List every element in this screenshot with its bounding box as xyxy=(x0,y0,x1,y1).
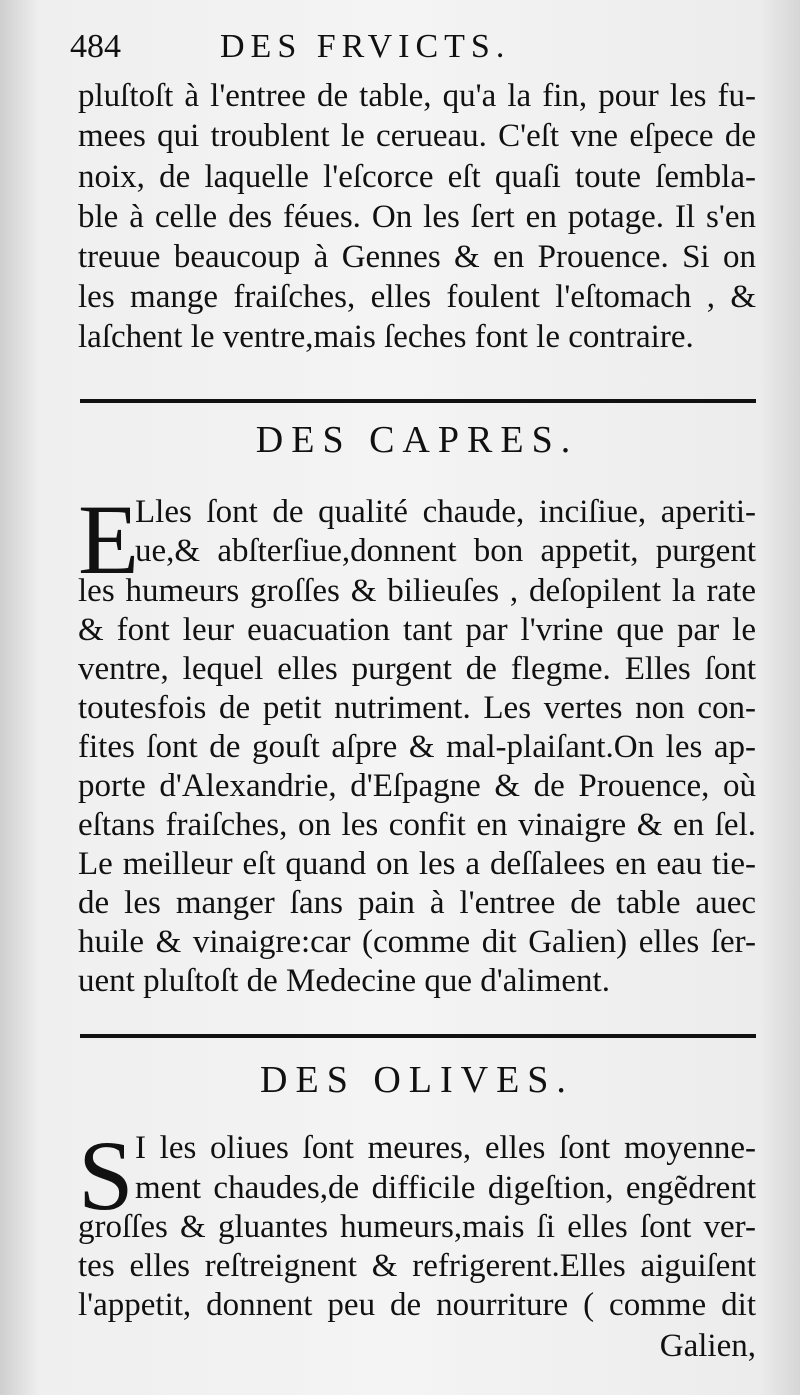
section-rule xyxy=(80,1034,756,1038)
drop-cap: E xyxy=(78,484,140,595)
text-line: les mange fraiſches, elles foulent l'eſtomach , & xyxy=(78,279,756,315)
text-line: Le meilleur eſt quand on les a deſſalees en eau tie- xyxy=(78,846,756,882)
text-line: pluſtoſt à l'entree de table, qu'a la fin, pour les fu- xyxy=(78,78,756,114)
text-line: tes elles reſtreignent & refrigerent.Elles aiguiſent xyxy=(78,1248,756,1284)
section-heading-capres: DES CAPRES. xyxy=(255,419,579,461)
text-line: huile & vinaigre:car (comme dit Galien) elles ſer- xyxy=(78,924,756,960)
text-line: porte d'Alexandrie, d'Eſpagne & de Prouence, où xyxy=(78,768,756,804)
catchword: Galien, xyxy=(659,1328,756,1364)
text-line: ble à celle des féues. On les ſert en potage. Il s'en xyxy=(78,199,756,235)
page-number: 484 xyxy=(70,28,121,65)
text-line: noix, de laquelle l'eſcorce eſt quaſi toute ſembla- xyxy=(78,159,756,195)
page-header xyxy=(70,28,756,74)
drop-cap: S xyxy=(78,1120,134,1231)
text-line: l'appetit, donnent peu de nourriture ( comme dit xyxy=(78,1287,756,1323)
running-title: DES FRVICTS. xyxy=(220,28,511,65)
text-line: Lles ſont de qualité chaude, inciſiue, aperiti- xyxy=(135,494,756,530)
text-line: laſchent le ventre,mais ſeches font le contraire. xyxy=(78,319,694,355)
text-line: ment chaudes,de difficile digeſtion, engẽdrent xyxy=(135,1170,756,1206)
text-line: ventre, lequel elles purgent de flegme. Elles ſont xyxy=(78,651,756,687)
section-rule xyxy=(80,399,756,403)
text-line: treuue beaucoup à Gennes & en Prouence. Si on xyxy=(78,239,756,275)
text-line: I les oliues ſont meures, elles ſont moyenne- xyxy=(135,1130,756,1166)
text-line: fites ſont de gouſt aſpre & mal-plaiſant.On les ap- xyxy=(78,729,756,765)
section-heading-olives: DES OLIVES. xyxy=(260,1059,574,1101)
text-line: toutesfois de petit nutriment. Les vertes non con- xyxy=(78,690,756,726)
text-line: & font leur euacuation tant par l'vrine que par le xyxy=(78,612,756,648)
text-line: eſtans fraiſches, on les confit en vinaigre & en ſel. xyxy=(78,807,756,843)
text-line: groſſes & gluantes humeurs,mais ſi elles ſont ver- xyxy=(78,1209,756,1245)
text-line: ue,& abſterſiue,donnent bon appetit, purgent xyxy=(135,533,756,569)
text-line: de les manger ſans pain à l'entree de table auec xyxy=(78,885,756,921)
text-line: mees qui troublent le cerueau. C'eſt vne eſpece de xyxy=(78,118,756,154)
text-line: les humeurs groſſes & bilieuſes , deſopilent la rate xyxy=(78,573,756,609)
text-line: uent pluſtoſt de Medecine que d'aliment. xyxy=(78,963,610,999)
